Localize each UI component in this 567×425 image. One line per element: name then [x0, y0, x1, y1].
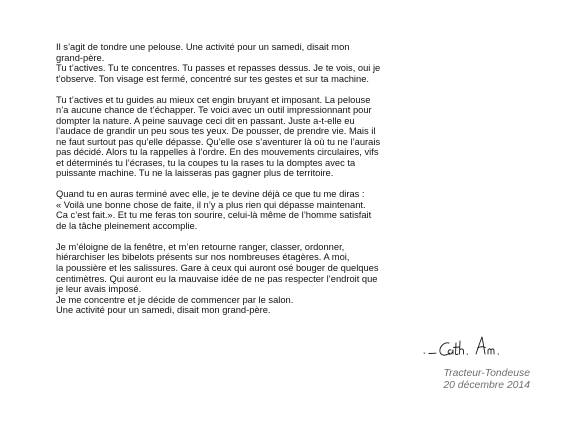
text-line: la poussière et les salissures. Gare à ceux qui auront osé bouger de quelques	[56, 263, 379, 274]
text-line: « Voilà une bonne chose de faite, il n’y a plus rien qui dépasse maintenant.	[56, 199, 366, 210]
text-line: Je me concentre et je décide de commencer par le salon.	[56, 294, 294, 305]
text-line: Quand tu en auras terminé avec elle, je te devine déjà ce que tu me diras :	[56, 189, 365, 200]
text-line: Il s’agit de tondre une pelouse. Une activité pour un samedi, disait mon	[56, 42, 350, 52]
text-line: et déterminés tu l’écrases, tu la coupes tu la rases tu la domptes avec ta	[56, 157, 356, 168]
text-line: dompter la nature. A peine sauvage ceci dit en passant. Juste a-t-elle eu	[56, 115, 355, 126]
text-line: Tu t’actives. Tu te concentres. Tu passes et repasses dessus. Je te vois, oui je	[56, 63, 381, 74]
text-line: Je m’éloigne de la fenêtre, et m’en retourne ranger, classer, ordonner,	[56, 241, 345, 252]
text-line: pas décidé. Alors tu la rappelles à l’ordre. En des mouvements circulaires, vifs	[56, 147, 379, 158]
text-line: puissante machine. Tu ne la laisseras pas gagner plus de territoire.	[56, 168, 334, 179]
text-line: je leur avais imposé.	[56, 284, 142, 295]
text-line: hiérarchiser les bibelots présents sur nos nombreuses étagères. A moi,	[56, 252, 350, 263]
paragraph-2	[56, 95, 416, 179]
text-line: Tu t’actives et tu guides au mieux cet engin bruyant et imposant. La pelouse	[56, 94, 371, 105]
text-line: Une activité pour un samedi, disait mon grand-père.	[56, 305, 271, 316]
paragraph-4	[56, 242, 416, 316]
caption-date: 20 décembre 2014	[443, 379, 530, 391]
text-line: centimètres. Qui auront eu la mauvaise idée de ne pas respecter l’endroit que	[56, 273, 378, 284]
text-line: l’audace de grandir un peu sous tes yeux. De pousser, de prendre vie. Mais il	[56, 126, 376, 137]
text-line: de la tâche pleinement accomplie.	[56, 220, 198, 231]
text-line: grand-père.	[56, 52, 105, 63]
body-text	[56, 42, 416, 326]
text-line: t’observe. Ton visage est fermé, concentré sur tes gestes et sur ta machine.	[56, 73, 369, 84]
handwritten-signature	[418, 330, 538, 364]
paragraph-3	[56, 189, 416, 231]
artwork-caption	[420, 368, 530, 391]
text-line: n’a aucune chance de t’échapper. Te voici avec un outil impressionnant pour	[56, 105, 372, 116]
paragraph-1	[56, 42, 416, 84]
caption-title: Tracteur-Tondeuse	[443, 368, 530, 379]
text-line: Ca c’est fait.». Et tu me feras ton sourire, celui-là même de l’homme satisfait	[56, 210, 372, 221]
text-line: ne faut surtout pas qu’elle dépasse. Qu’elle ose s’aventurer là où tu ne l’aurais	[56, 136, 381, 147]
